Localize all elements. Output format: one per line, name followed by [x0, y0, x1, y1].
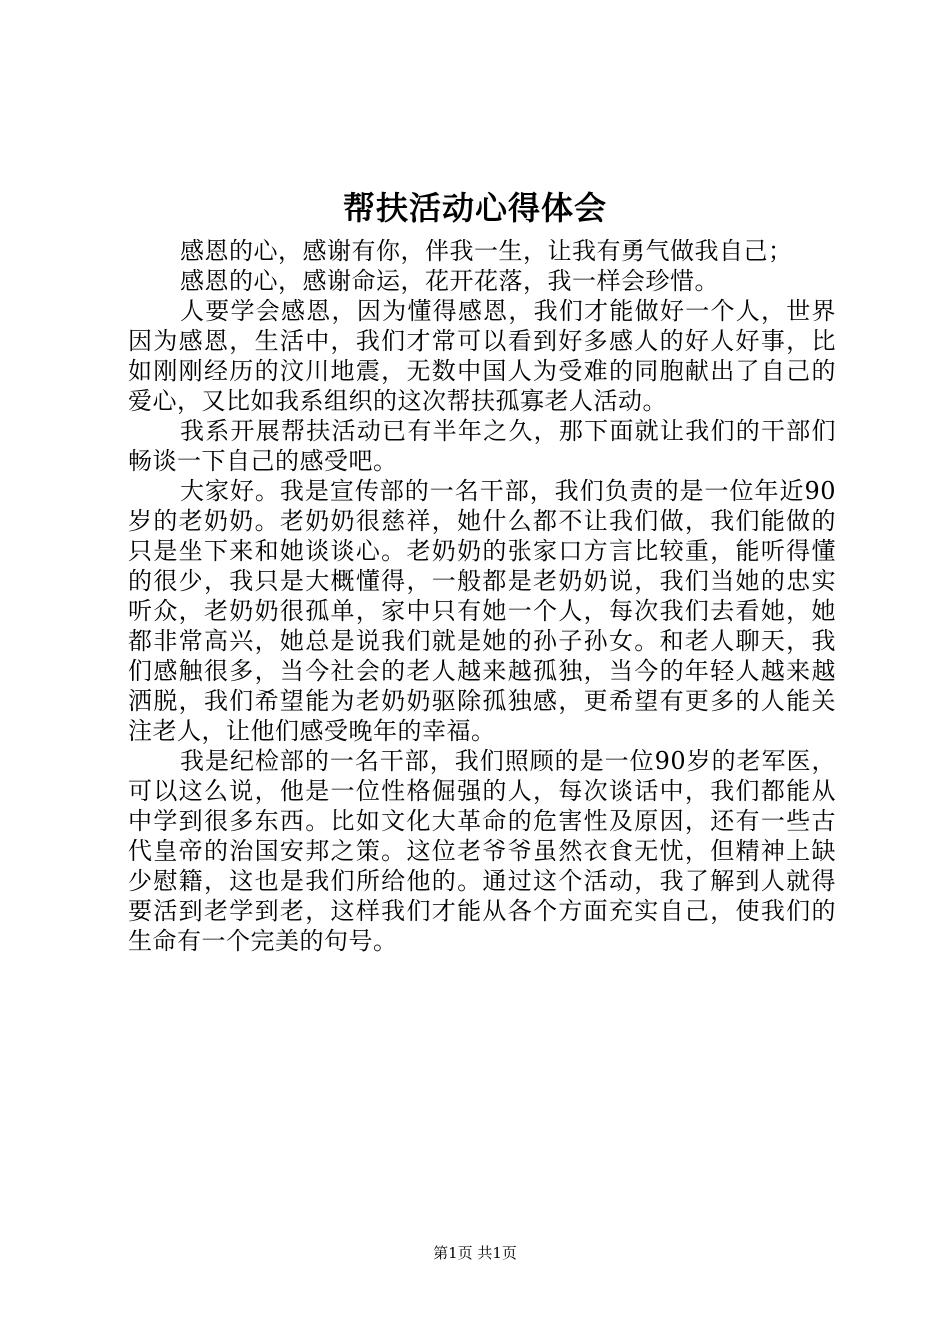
paragraph: 人要学会感恩，因为懂得感恩，我们才能做好一个人，世界因为感恩，生活中，我们才常可以看到好多感人的好人好事，比如刚刚经历的汶川地震，无数中国人为受难的同胞献出了自己的爱心，又比如我系组织的这次帮扶孤寡老人活动。: [128, 297, 836, 415]
paragraph: 感恩的心，感谢有你，伴我一生，让我有勇气做我自己；: [180, 237, 793, 265]
paragraph: 我是纪检部的一名干部，我们照顾的是一位90岁的老军医，可以这么说，他是一位性格倔强的人，每次谈话中，我们都能从中学到很多东西。比如文化大革命的危害性及原因，还有一些古代皇帝的治国安邦之策。这位老爷爷虽然衣食无忧，但精神上缺少慰籍，这也是我们所给他的。通过这个活动，我了解到人就得要活到老学到老，这样我们才能从各个方面充实自己，使我们的生命有一个完美的句号。: [128, 747, 836, 955]
page-footer: 第1页 共1页: [433, 1244, 517, 1262]
document-title: 帮扶活动心得体会: [342, 189, 607, 227]
paragraph: 我系开展帮扶活动已有半年之久，那下面就让我们的干部们畅谈一下自己的感受吧。: [128, 417, 836, 475]
paragraph: 大家好。我是宣传部的一名干部，我们负责的是一位年近90岁的老奶奶。老奶奶很慈祥，她什么都不让我们做，我们能做的只是坐下来和她谈谈心。老奶奶的张家口方言比较重，能听得懂的很少，我只是大概懂得，一般都是老奶奶说，我们当她的忠实听众，老奶奶很孤单，家中只有她一个人，每次我们去看她，她都非常高兴，她总是说我们就是她的孙子孙女。和老人聊天，我们感触很多，当今社会的老人越来越孤独，当今的年轻人越来越洒脱，我们希望能为老奶奶驱除孤独感，更希望有更多的人能关注老人，让他们感受晚年的幸福。: [128, 477, 836, 745]
document-body: [128, 236, 836, 956]
paragraph: 感恩的心，感谢命运，花开花落，我一样会珍惜。: [180, 267, 719, 295]
